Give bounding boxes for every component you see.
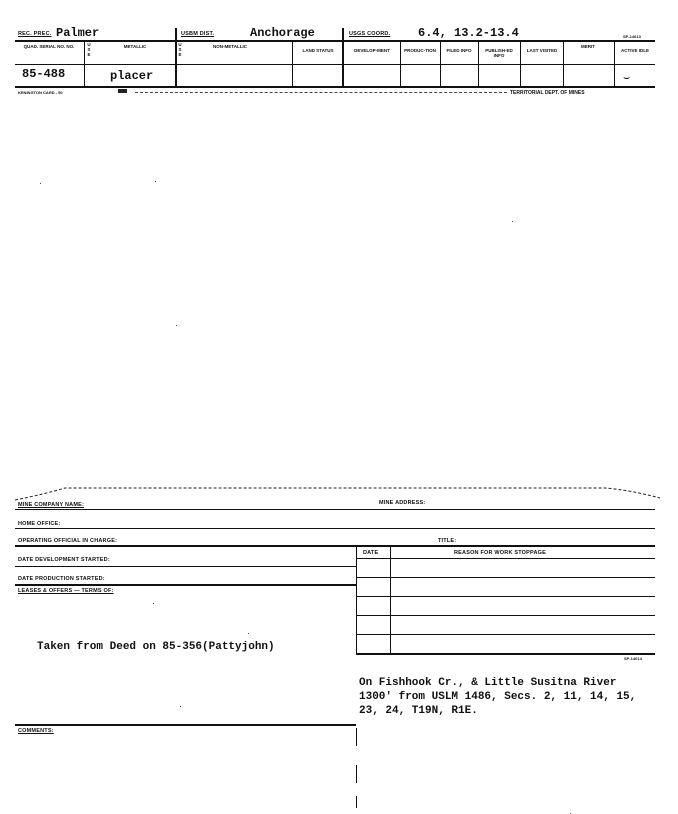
merit-header: MERIT bbox=[581, 44, 595, 49]
leases-offers-label: LEASES & OFFERS — TERMS OF: bbox=[18, 588, 114, 594]
usgs-coord-label: USGS COORD. bbox=[349, 31, 391, 37]
rec-prec-value: Palmer bbox=[56, 26, 100, 40]
location-line-2: 1300' from USLM 1486, Secs. 2, 11, 14, 15, bbox=[359, 691, 637, 703]
form-number: SP-14613 bbox=[623, 34, 641, 39]
comments-label: COMMENTS: bbox=[18, 728, 54, 734]
card-maker-text: KENINGTON CARD - 50 bbox=[18, 90, 63, 95]
mine-company-label: MINE COMPANY NAME: bbox=[18, 502, 85, 508]
active-mark: ⌣ bbox=[623, 72, 631, 84]
use-b-header: U S E bbox=[178, 42, 182, 57]
development-header: DEVELOP-MENT bbox=[354, 48, 390, 53]
date-development-label: DATE DEVELOPMENT STARTED: bbox=[18, 557, 110, 563]
quad-serial-header: QUAD. SERIAL NO. NO. bbox=[23, 44, 75, 49]
title-label: TITLE: bbox=[438, 538, 457, 544]
filed-info-header: FILED INFO bbox=[446, 48, 472, 53]
serial-value: 85-488 bbox=[22, 67, 66, 81]
land-status-header: LAND STATUS bbox=[302, 48, 334, 53]
usbm-dist-value: Anchorage bbox=[250, 26, 315, 40]
home-office-label: HOME OFFICE: bbox=[18, 521, 61, 527]
location-line-3: 23, 24, T19N, R1E. bbox=[359, 705, 478, 717]
metallic-value: placer bbox=[110, 69, 154, 83]
card-edge bbox=[15, 482, 660, 504]
reason-column-label: REASON FOR WORK STOPPAGE bbox=[454, 550, 546, 556]
date-production-label: DATE PRODUCTION STARTED: bbox=[18, 576, 105, 582]
use-a-header: U S E bbox=[87, 42, 91, 57]
active-idle-header: ACTIVE IDLE bbox=[620, 48, 649, 53]
published-info-header: PUBLISH-ED INFO bbox=[485, 48, 513, 58]
non-metallic-header: NON-METALLIC bbox=[213, 44, 247, 49]
date-column-label: DATE bbox=[363, 550, 379, 556]
stamp-mark bbox=[118, 89, 127, 93]
mine-address-label: MINE ADDRESS: bbox=[379, 500, 426, 506]
rec-prec-label: REC. PREC. bbox=[18, 31, 52, 37]
production-header: PRODUC-TION bbox=[404, 48, 436, 53]
usgs-coord-value: 6.4, 13.2-13.4 bbox=[418, 26, 519, 40]
metallic-header: METALLIC bbox=[123, 44, 147, 49]
location-line-1: On Fishhook Cr., & Little Susitna River bbox=[359, 677, 617, 689]
form-number-2: SP-14614 bbox=[624, 656, 642, 661]
operating-official-label: OPERATING OFFICIAL IN CHARGE: bbox=[18, 538, 118, 544]
leases-offers-value: Taken from Deed on 85-356(Pattyjohn) bbox=[37, 641, 275, 653]
last-visited-header: LAST VISITED bbox=[526, 48, 558, 53]
usbm-dist-label: USBM DIST. bbox=[181, 31, 215, 37]
territorial-dept-text: TERRITORIAL DEPT. OF MINES bbox=[510, 90, 585, 96]
